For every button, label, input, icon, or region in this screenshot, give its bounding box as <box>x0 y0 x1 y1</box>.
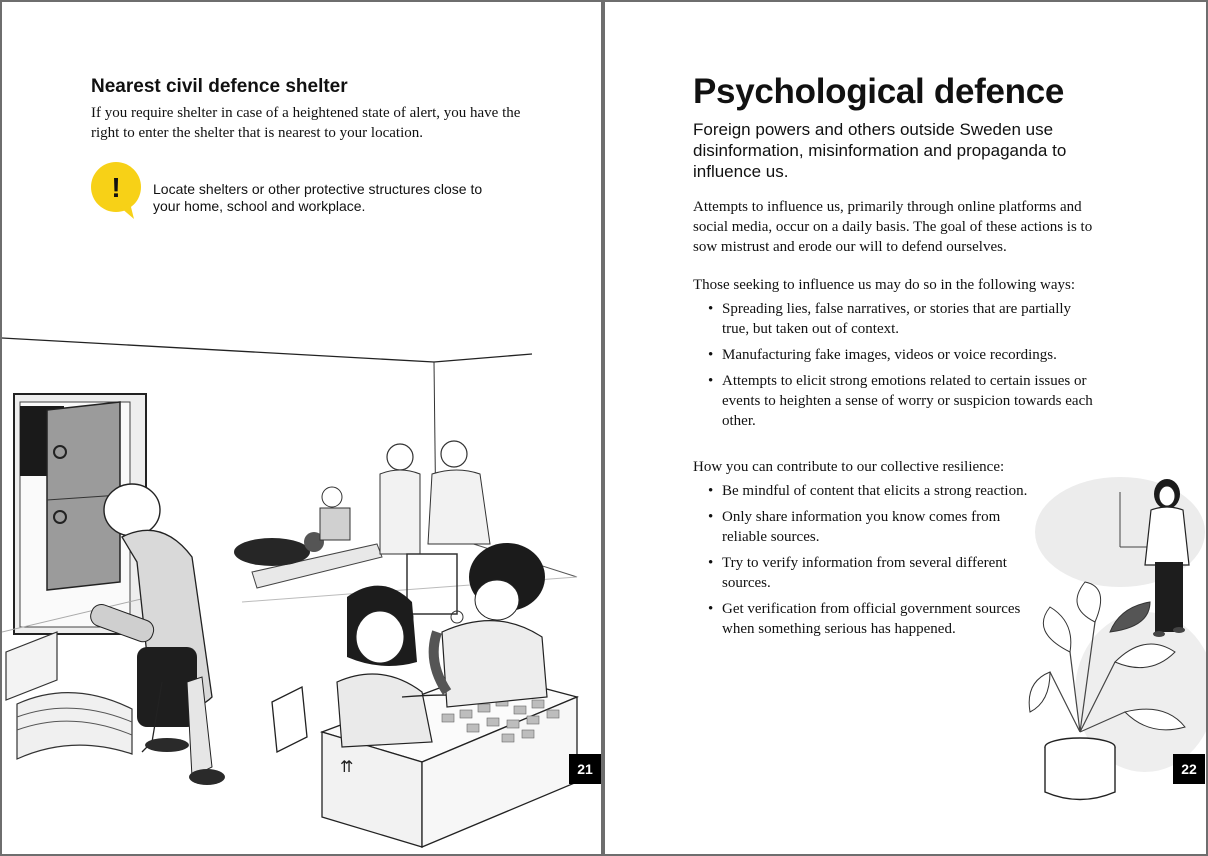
list-item: • Get verification from official government sources when something serious has happened. <box>706 599 1036 639</box>
page-left <box>2 2 601 854</box>
svg-text:⇈: ⇈ <box>340 759 354 776</box>
ways-list <box>706 299 1101 437</box>
page-number: 22 <box>1173 754 1205 784</box>
shelter-scene-illustration <box>2 332 601 854</box>
exclamation-speech-bubble-icon <box>90 161 142 221</box>
list-item: • Only share information you know comes from reliable sources. <box>706 507 1036 547</box>
list-item: • Spreading lies, false narratives, or stories that are partially true, but taken out of context. <box>706 299 1101 339</box>
resilience-intro: How you can contribute to our collective resilience: <box>693 459 1005 475</box>
alert-text: Locate shelters or other protective structures close to your home, school and workplace. <box>153 181 483 214</box>
resilience-list <box>706 481 1036 645</box>
ways-intro: Those seeking to influence us may do so in the following ways: <box>693 277 1076 293</box>
page-title: Psychological defence <box>693 72 1065 111</box>
list-item: • Try to verify information from several different sources. <box>706 553 1036 593</box>
lead-paragraph: Foreign powers and others outside Sweden use disinformation, misinformation and propaganda to influence us. <box>693 120 1067 181</box>
page-number: 21 <box>569 754 601 784</box>
alert-symbol: ! <box>111 172 121 203</box>
shelter-body-text: If you require shelter in case of a heightened state of alert, you have the right to enter the shelter that is nearest to your location. <box>91 105 521 141</box>
list-item: • Attempts to elicit strong emotions related to certain issues or events to heighten a sense of worry or suspicion towards each other. <box>706 371 1101 431</box>
page-right <box>605 2 1206 854</box>
section-heading: Nearest civil defence shelter <box>91 76 348 97</box>
list-item: • Manufacturing fake images, videos or voice recordings. <box>706 345 1101 365</box>
influence-paragraph: Attempts to influence us, primarily through online platforms and social media, occur on a daily basis. The goal of these actions is to sow mistrust and erode our will to defend ourselves. <box>693 199 1093 255</box>
list-item: • Be mindful of content that elicits a strong reaction. <box>706 481 1036 501</box>
woman-on-phone-illustration <box>1025 462 1206 854</box>
